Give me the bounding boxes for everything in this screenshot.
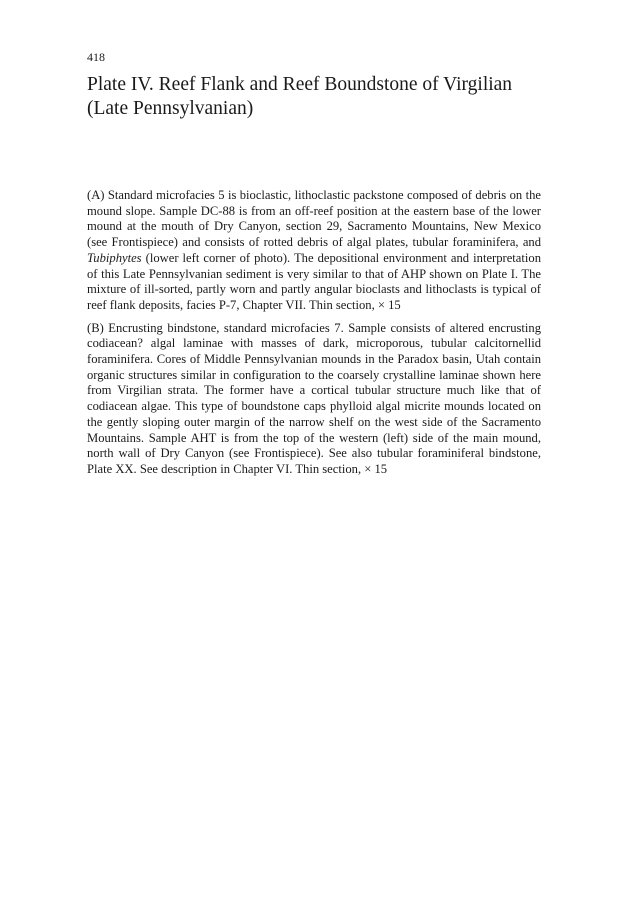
plate-title-line-2: (Late Pennsylvanian) (87, 98, 254, 119)
page-number: 418 (87, 50, 105, 64)
caption-block (87, 188, 541, 485)
caption-a-text-start: (A) Standard microfacies 5 is bioclastic, lithoclastic packstone composed of debris on the mound slope. Sample DC-88 is from an off-reef position at the eastern base of the lower mound at the mouth of Dry Canyon, section 29, Sacramento Mountains, New Mexico (see Frontispiece) and consists of rotted debris of algal plates, tubular foraminifera, and (87, 188, 541, 250)
plate-title (87, 73, 557, 121)
caption-a (87, 188, 541, 314)
caption-b: (B) Encrusting bindstone, standard microfacies 7. Sample consists of altered encrusting codiacean? algal laminae with masses of dark, microporous, tubular calcitornellid foraminifera. Cores of Middle Pennsylvanian mounds in the Paradox basin, Utah contain organic structures similar in configuration to the coarsely crystalline laminae shown here from Virgilian strata. The former have a cortical tubular structure much like that of codiacean algae. This type of boundstone caps phylloid algal micrite mounds located on the gently sloping outer margin of the narrow shelf on the west side of the Sacramento Mountains. Sample AHT is from the top of the western (left) side of the main mound, north wall of Dry Canyon (see Frontispiece). See also tubular foraminiferal bindstone, Plate XX. See description in Chapter VI. Thin section, × 15 (87, 320, 541, 476)
caption-a-text-end: (lower left corner of photo). The depositional environment and interpretation of this Late Pennsylvanian sediment is very similar to that of AHP shown on Plate I. The mixture of ill-sorted, partly worn and partly angular bioclasts and lithoclasts is typical of reef flank deposits, facies P-7, Chapter VII. Thin section, × 15 (87, 250, 541, 312)
plate-title-line-1: Plate IV. Reef Flank and Reef Boundstone of Virgilian (87, 74, 513, 95)
caption-a-genus: Tubiphytes (87, 250, 142, 265)
